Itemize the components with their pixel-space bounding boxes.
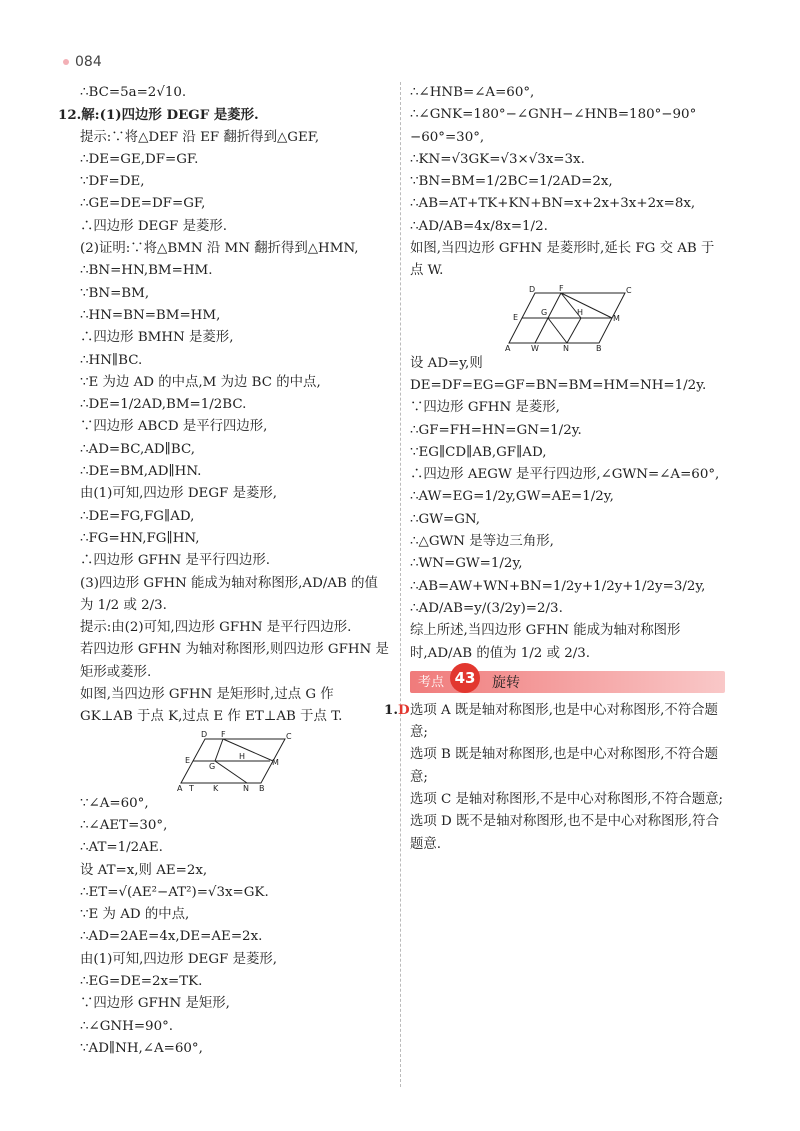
text-line: 由(1)可知,四边形 DEGF 是菱形, — [80, 951, 278, 967]
fig-label: C — [286, 731, 292, 741]
text-line: ∴AD/AB=4x/8x=1/2. — [410, 218, 548, 234]
text-line: 提示:∵将△DEF 沿 EF 翻折得到△GEF, — [80, 129, 320, 145]
fig-label: A — [177, 783, 183, 791]
fig-label: K — [213, 783, 219, 791]
text-line: 若四边形 GFHN 为轴对称图形,则四边形 GFHN 是矩形或菱形. — [80, 642, 389, 680]
text-line: 由(1)可知,四边形 DEGF 是菱形, — [80, 486, 278, 502]
fig-label: G — [540, 307, 547, 317]
right-column — [384, 82, 725, 856]
left-column — [58, 82, 390, 1060]
text-line: ∴FG=HN,FG∥HN, — [80, 530, 200, 546]
text-line: ∴DE=BM,AD∥HN. — [80, 464, 202, 480]
fig-label: B — [259, 783, 265, 791]
fig-label: W — [530, 343, 539, 351]
text-line: ∴EG=DE=2x=TK. — [80, 973, 203, 989]
text-line: ∴AT=1/2AE. — [80, 840, 163, 856]
text-line: 提示:由(2)可知,四边形 GFHN 是平行四边形. — [80, 620, 352, 636]
text-line: ∴∠AET=30°, — [80, 817, 168, 833]
text-line: ∵EG∥CD∥AB,GF∥AD, — [410, 444, 547, 460]
text-line: ∴BC=5a=2√10. — [80, 85, 187, 100]
text-line: ∴DE=FG,FG∥AD, — [80, 508, 195, 524]
fig-label: C — [625, 285, 632, 295]
text-line: ∵E 为 AD 的中点, — [80, 907, 190, 923]
fig-label: G — [209, 761, 216, 771]
section-label: 考点 — [418, 674, 445, 690]
text-line: ∴WN=GW=1/2y, — [410, 556, 523, 572]
text-line: ∵四边形 GFHN 是菱形, — [410, 400, 560, 416]
text-line: 设 AT=x,则 AE=2x, — [80, 862, 208, 878]
text-line: ∴ET=√(AE²−AT²)=√3x=GK. — [80, 884, 269, 900]
text-line: ∴AD/AB=y/(3/2y)=2/3. — [410, 600, 563, 616]
text-line: 如图,当四边形 GFHN 是矩形时,过点 G 作 GK⊥AB 于点 K,过点 E 作 ET⊥AB 于点 T. — [80, 687, 343, 725]
text-line: ∴DE=1/2AD,BM=1/2BC. — [80, 397, 247, 413]
text-line: ∴GE=DE=DF=GF, — [80, 196, 206, 212]
text-line: 如图,当四边形 GFHN 是菱形时,延长 FG 交 AB 于点 W. — [410, 241, 715, 279]
fig-label: D — [201, 730, 208, 739]
text-line: ∴BN=HN,BM=HM. — [80, 263, 213, 279]
question-1 — [384, 699, 725, 745]
fig-label: B — [595, 343, 601, 351]
question-12-heading: 12.解:(1)四边形 DEGF 是菱形. — [58, 107, 259, 124]
text-line: ∴∠HNB=∠A=60°, — [410, 85, 535, 100]
column-divider — [400, 82, 401, 1087]
text-line: ∴AW=EG=1/2y,GW=AE=1/2y, — [410, 489, 614, 505]
fig-label: N — [243, 783, 249, 791]
text-line: ∴AB=AW+WN+BN=1/2y+1/2y+1/2y=3/2y, — [410, 578, 706, 594]
text-line: ∴GW=GN, — [410, 511, 481, 527]
text-line: ∴AD=BC,AD∥BC, — [80, 441, 195, 457]
fig-label: F — [221, 730, 226, 739]
text-line: ∵∠A=60°, — [80, 795, 149, 811]
section-header — [410, 668, 725, 693]
section-title: 旋转 — [492, 674, 520, 691]
fig-label: A — [504, 343, 510, 351]
text-line: ∴四边形 DEGF 是菱形. — [80, 218, 228, 234]
page-number: 084 — [63, 54, 102, 70]
text-line: 选项 D 既不是轴对称图形,也不是中心对称图形,符合题意. — [410, 814, 719, 852]
text-line: 选项 B 既是轴对称图形,也是中心对称图形,不符合题意; — [410, 747, 719, 785]
fig-label: F — [558, 284, 564, 293]
text-line: ∵BN=BM, — [80, 285, 150, 301]
text-line: 综上所述,当四边形 GFHN 能成为轴对称图形时,AD/AB 的值为 1/2 或 2/3. — [410, 623, 681, 661]
text-line: ∴DE=GE,DF=GF. — [80, 151, 199, 167]
fig-label: H — [576, 307, 583, 317]
fig-label: D — [528, 284, 535, 294]
text-line: 选项 A 既是轴对称图形,也是中心对称图形,不符合题意; — [410, 702, 718, 741]
text-line: ∴KN=√3GK=√3×√3x=3x. — [410, 151, 585, 167]
fig-label: E — [512, 312, 518, 322]
text-line: ∵E 为边 AD 的中点,M 为边 BC 的中点, — [80, 374, 321, 390]
question-number: 1.D — [384, 701, 410, 718]
fig-label: M — [612, 313, 620, 323]
text-line: ∴四边形 GFHN 是平行四边形. — [80, 553, 271, 569]
page-dot-icon — [63, 59, 69, 65]
text-line: ∵四边形 ABCD 是平行四边形, — [80, 419, 268, 435]
text-line: ∵DF=DE, — [80, 174, 145, 190]
text-line: ∵AD∥NH,∠A=60°, — [80, 1040, 203, 1056]
text-line: (3)四边形 GFHN 能成为轴对称图形,AD/AB 的值为 1/2 或 2/3. — [80, 575, 378, 613]
fig-label: M — [272, 757, 279, 767]
text-line: ∴∠GNH=90°. — [80, 1018, 174, 1034]
fig-label: H — [239, 751, 246, 761]
section-number-badge: 43 — [450, 663, 480, 693]
fig-label: N — [562, 343, 569, 351]
text-line: ∴HN=BN=BM=HM, — [80, 307, 221, 323]
text-line: ∴AB=AT+TK+KN+BN=x+2x+3x+2x=8x, — [410, 196, 696, 212]
text-line: 设 AD=y,则 DE=DF=EG=GF=BN=BM=HM=NH=1/2y. — [410, 355, 707, 393]
text-line: 选项 C 是轴对称图形,不是中心对称图形,不符合题意; — [410, 792, 723, 808]
fig-label: T — [189, 783, 194, 791]
text-line: ∴∠GNK=180°−∠GNH−∠HNB=180°−90°−60°=30°, — [410, 107, 697, 145]
answer-letter: D — [397, 701, 410, 718]
text-line: ∴△GWN 是等边三角形, — [410, 534, 554, 550]
text-line: ∴四边形 BMHN 是菱形, — [80, 330, 234, 346]
fig-label: E — [185, 755, 191, 765]
geometry-figure-rectangle-case — [175, 731, 295, 791]
text-line: ∵四边形 GFHN 是矩形, — [80, 996, 230, 1012]
text-line: ∴HN∥BC. — [80, 352, 143, 368]
text-line: (2)证明:∵将△BMN 沿 MN 翻折得到△HMN, — [80, 241, 359, 257]
text-line: ∴GF=FH=HN=GN=1/2y. — [410, 422, 582, 438]
text-line: ∵BN=BM=1/2BC=1/2AD=2x, — [410, 174, 613, 190]
geometry-figure-rhombus-case — [503, 285, 633, 351]
text-line: ∴AD=2AE=4x,DE=AE=2x. — [80, 929, 263, 945]
text-line: ∴四边形 AEGW 是平行四边形,∠GWN=∠A=60°, — [410, 467, 720, 483]
